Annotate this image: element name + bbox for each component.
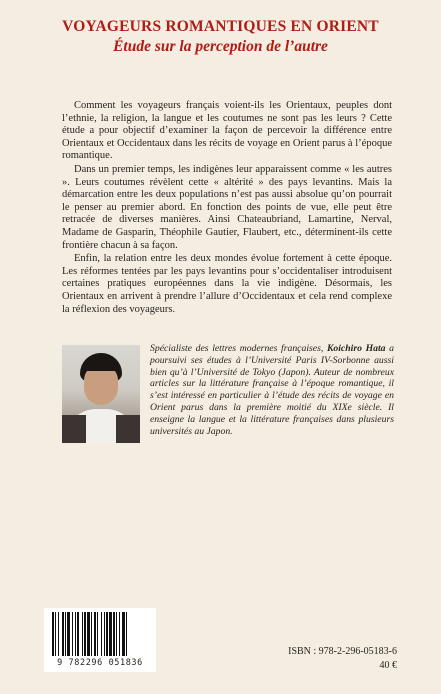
summary-paragraph-3: Enfin, la relation entre les deux mondes évolue fortement à cette époque. Les réformes tentées par les pays levantins pour s’occidentaliser introduisent certaines pratiques européennes dans la vie indigène. Désormais, les Orientaux en arrivent à prendre l’allure d’Occidentaux et cela rend complexe la réflexion des voyageurs. — [62, 253, 392, 315]
book-title: VOYAGEURS ROMANTIQUES EN ORIENT — [62, 18, 379, 35]
author-name: Koichiro Hata — [326, 343, 386, 354]
isbn-label: ISBN : 978-2-296-05183-6 — [288, 646, 397, 657]
price-label: 40 € — [379, 660, 397, 671]
bio-intro: Spécialiste des lettres modernes françaises, — [150, 343, 327, 354]
summary-paragraph-1: Comment les voyageurs français voient-ils les Orientaux, peuples dont l’ethnie, la religion, la langue et les coutumes ne sont pas les leurs ? Cette étude a pour objectif d’examiner la façon de percevoir la différence entre Orientaux et Occidentaux dans les récits de voyage en Orient parus à l’époque romantique. — [62, 100, 392, 162]
author-photo — [62, 345, 140, 443]
barcode-bars — [50, 612, 150, 658]
barcode-number: 9 782296 051836 — [57, 658, 143, 668]
bio-rest: a poursuivi ses études à l’Université Paris IV-Sorbonne aussi bien qu’à l’Université de Tokyo (Japon). Auteur de nombreux articles sur la littérature française à l’époque romantique, il s’est intéressé en particulier à l’étude des récits de voyage en Orient parus dans la première moitié du XIXe siècle. Il enseigne la langue et la littérature françaises dans plusieurs universités au Japon. — [150, 343, 394, 437]
author-bio-section — [62, 343, 392, 443]
barcode — [44, 608, 156, 672]
summary-text — [62, 100, 392, 317]
book-subtitle: Étude sur la perception de l’autre — [113, 38, 328, 55]
author-bio-text — [150, 343, 394, 437]
summary-paragraph-2: Dans un premier temps, les indigènes leur apparaissent comme « les autres ». Leurs coutumes révèlent cette « altérité » des pays levantins. Mais la démarcation entre les deux populations n’est pas aussi absolue qu’on pourrait le penser au premier abord. En fonction des points de vue, elle peut être retracée de diverses manières. Ainsi Chateaubriand, Lamartine, Nerval, Madame de Gasparin, Théophile Gautier, Flaubert, etc., déterminent-ils cette frontière chacun à sa façon. — [62, 163, 392, 251]
